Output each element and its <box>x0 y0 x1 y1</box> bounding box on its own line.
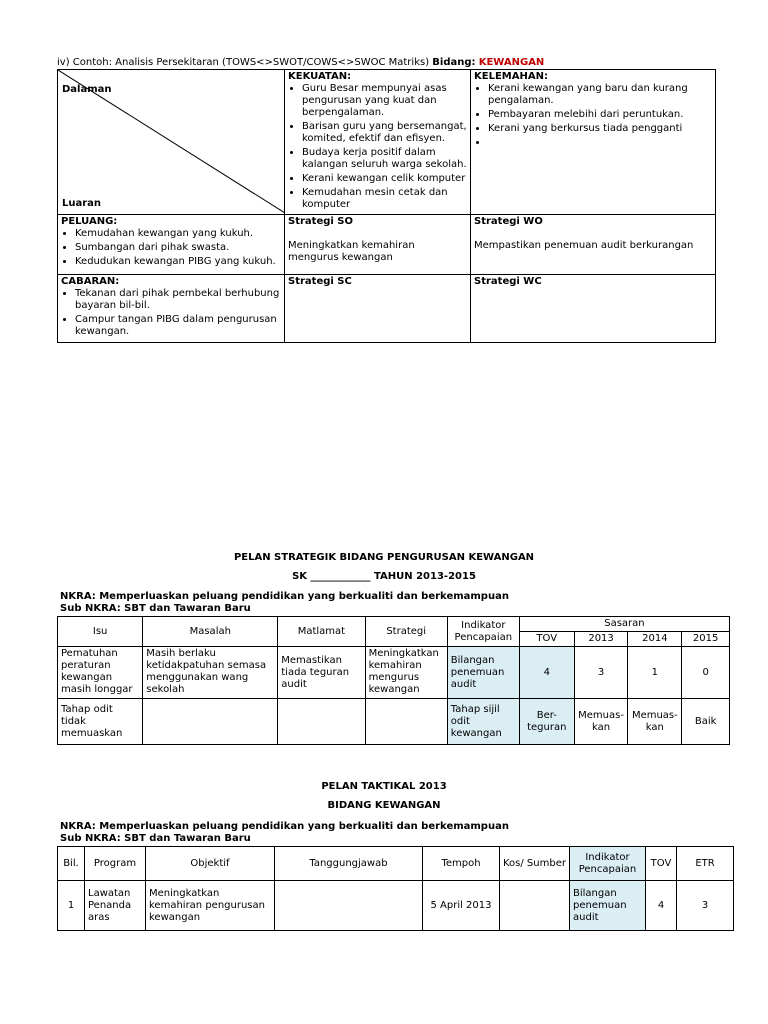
col-2013: 2013 <box>574 632 628 647</box>
col-program: Program <box>85 847 146 881</box>
cell-objektif: Meningkatkan kemahiran pengurusan kewangan <box>146 881 275 931</box>
cabaran-title: CABARAN: <box>61 276 120 287</box>
col-etr: ETR <box>677 847 734 881</box>
cell-indikator: Bilangan penemuan audit <box>570 881 646 931</box>
col-sasaran: Sasaran <box>519 617 729 632</box>
kelemahan-cell <box>471 70 716 215</box>
cell-isu: Tahap odit tidak memuaskan <box>58 699 143 745</box>
col-kos: Kos/ Sumber <box>500 847 570 881</box>
cell-etr: 3 <box>677 881 734 931</box>
list-item: • Kedudukan kewangan PIBG yang kukuh. <box>75 256 281 268</box>
col-matlamat: Matlamat <box>278 617 365 647</box>
col-tanggungjawab: Tanggungjawab <box>275 847 423 881</box>
cell-tov: 4 <box>519 647 574 699</box>
cabaran-cell <box>58 275 285 343</box>
strategi-sc-title: Strategi SC <box>288 276 352 287</box>
strategi-so-title: Strategi SO <box>288 216 353 227</box>
kelemahan-list <box>474 83 712 149</box>
list-item: • Kerani kewangan yang baru dan kurang pengalaman. <box>488 83 712 107</box>
peluang-list <box>61 228 281 268</box>
peluang-cell <box>58 215 285 275</box>
list-item: • Sumbangan dari pihak swasta. <box>75 242 281 254</box>
pelan-strategik-table <box>57 616 730 745</box>
cell-2013: 3 <box>574 647 628 699</box>
swot-corner-cell <box>58 70 285 215</box>
swot-caption-prefix: iv) Contoh: Analisis Persekitaran (TOWS<>SWOT/COWS<>SWOC Matriks) <box>57 57 430 68</box>
col-indikator: Indikator Pencapaian <box>447 617 519 647</box>
list-item: • Pembayaran melebihi dari peruntukan. <box>488 109 712 121</box>
col-indikator: Indikator Pencapaian <box>570 847 646 881</box>
col-objektif: Objektif <box>146 847 275 881</box>
strategi-so-cell <box>285 215 471 275</box>
col-2014: 2014 <box>628 632 682 647</box>
cell-tov: Ber-teguran <box>519 699 574 745</box>
cell-2015: 0 <box>682 647 730 699</box>
strategi-so-text: Meningkatkan kemahiran mengurus kewangan <box>288 240 415 263</box>
dalaman-label: Dalaman <box>62 84 112 95</box>
strategi-wo-text: Mempastikan penemuan audit berkurangan <box>474 240 694 251</box>
pelan-taktikal-table <box>57 846 734 931</box>
cell-2013: Memuas-kan <box>574 699 628 745</box>
table-row <box>58 881 734 931</box>
list-item: • Kerani kewangan celik komputer <box>302 173 467 185</box>
strategi-wo-title: Strategi WO <box>474 216 543 227</box>
swot-matrix <box>57 69 716 343</box>
pelan-strategik-title: PELAN STRATEGIK BIDANG PENGURUSAN KEWANGAN <box>233 552 535 563</box>
swot-caption <box>57 57 544 68</box>
cell-masalah <box>143 699 278 745</box>
cell-indikator: Tahap sijil odit kewangan <box>447 699 519 745</box>
cell-tempoh: 5 April 2013 <box>423 881 500 931</box>
table-row <box>58 699 730 745</box>
list-item: • Kemudahan kewangan yang kukuh. <box>75 228 281 240</box>
list-item: • Budaya kerja positif dalam kalangan seluruh warga sekolah. <box>302 147 467 171</box>
cell-tanggungjawab <box>275 881 423 931</box>
luaran-label: Luaran <box>62 198 102 209</box>
pelan-strategik-sub-nkra: Sub NKRA: SBT dan Tawaran Baru <box>60 603 251 614</box>
strategi-wc-cell <box>471 275 716 343</box>
col-2015: 2015 <box>682 632 730 647</box>
peluang-title: PELUANG: <box>61 216 118 227</box>
cell-2015: Baik <box>682 699 730 745</box>
swot-caption-bidang-label: Bidang: <box>432 57 476 68</box>
list-item: • Guru Besar mempunyai asas pengurusan yang kuat dan berpengalaman. <box>302 83 467 119</box>
pelan-taktikal-subtitle: BIDANG KEWANGAN <box>327 800 441 811</box>
pelan-strategik-nkra: NKRA: Memperluaskan peluang pendidikan yang berkualiti dan berkemampuan <box>60 591 509 602</box>
swot-caption-bidang-value: KEWANGAN <box>478 57 545 68</box>
strategi-sc-cell <box>285 275 471 343</box>
col-bil: Bil. <box>58 847 85 881</box>
cell-strategi <box>365 699 447 745</box>
cell-isu: Pematuhan peraturan kewangan masih longgar <box>58 647 143 699</box>
pelan-taktikal-nkra: NKRA: Memperluaskan peluang pendidikan yang berkualiti dan berkemampuan <box>60 821 509 832</box>
table-row <box>58 647 730 699</box>
kelemahan-title: KELEMAHAN: <box>474 71 548 82</box>
list-item: • Campur tangan PIBG dalam pengurusan kewangan. <box>75 314 281 338</box>
col-tov: TOV <box>519 632 574 647</box>
list-item: • Kemudahan mesin cetak dan komputer <box>302 187 467 211</box>
cell-masalah: Masih berlaku ketidakpatuhan semasa menggunakan wang sekolah <box>143 647 278 699</box>
pelan-taktikal-title: PELAN TAKTIKAL 2013 <box>321 781 447 792</box>
col-strategi: Strategi <box>365 617 447 647</box>
col-isu: Isu <box>58 617 143 647</box>
col-masalah: Masalah <box>143 617 278 647</box>
pelan-strategik-subtitle: SK ____________ TAHUN 2013-2015 <box>292 571 476 582</box>
kekuatan-title: KEKUATAN: <box>288 71 352 82</box>
kekuatan-cell <box>285 70 471 215</box>
cell-matlamat <box>278 699 365 745</box>
cell-2014: 1 <box>628 647 682 699</box>
cell-tov: 4 <box>646 881 677 931</box>
strategi-wc-title: Strategi WC <box>474 276 542 287</box>
list-item: • Tekanan dari pihak pembekal berhubung bayaran bil-bil. <box>75 288 281 312</box>
pelan-taktikal-sub-nkra: Sub NKRA: SBT dan Tawaran Baru <box>60 833 251 844</box>
cell-bil: 1 <box>58 881 85 931</box>
cell-matlamat: Memastikan tiada teguran audit <box>278 647 365 699</box>
cell-2014: Memuas-kan <box>628 699 682 745</box>
cell-kos <box>500 881 570 931</box>
cell-indikator: Bilangan penemuan audit <box>447 647 519 699</box>
list-item <box>488 137 712 149</box>
list-item: • Barisan guru yang bersemangat, komited, efektif dan efisyen. <box>302 121 467 145</box>
col-tov: TOV <box>646 847 677 881</box>
cell-strategi: Meningkatkan kemahiran mengurus kewangan <box>365 647 447 699</box>
cabaran-list <box>61 288 281 338</box>
kekuatan-list <box>288 83 467 211</box>
list-item: • Kerani yang berkursus tiada pengganti <box>488 123 712 135</box>
cell-program: Lawatan Penanda aras <box>85 881 146 931</box>
col-tempoh: Tempoh <box>423 847 500 881</box>
strategi-wo-cell <box>471 215 716 275</box>
